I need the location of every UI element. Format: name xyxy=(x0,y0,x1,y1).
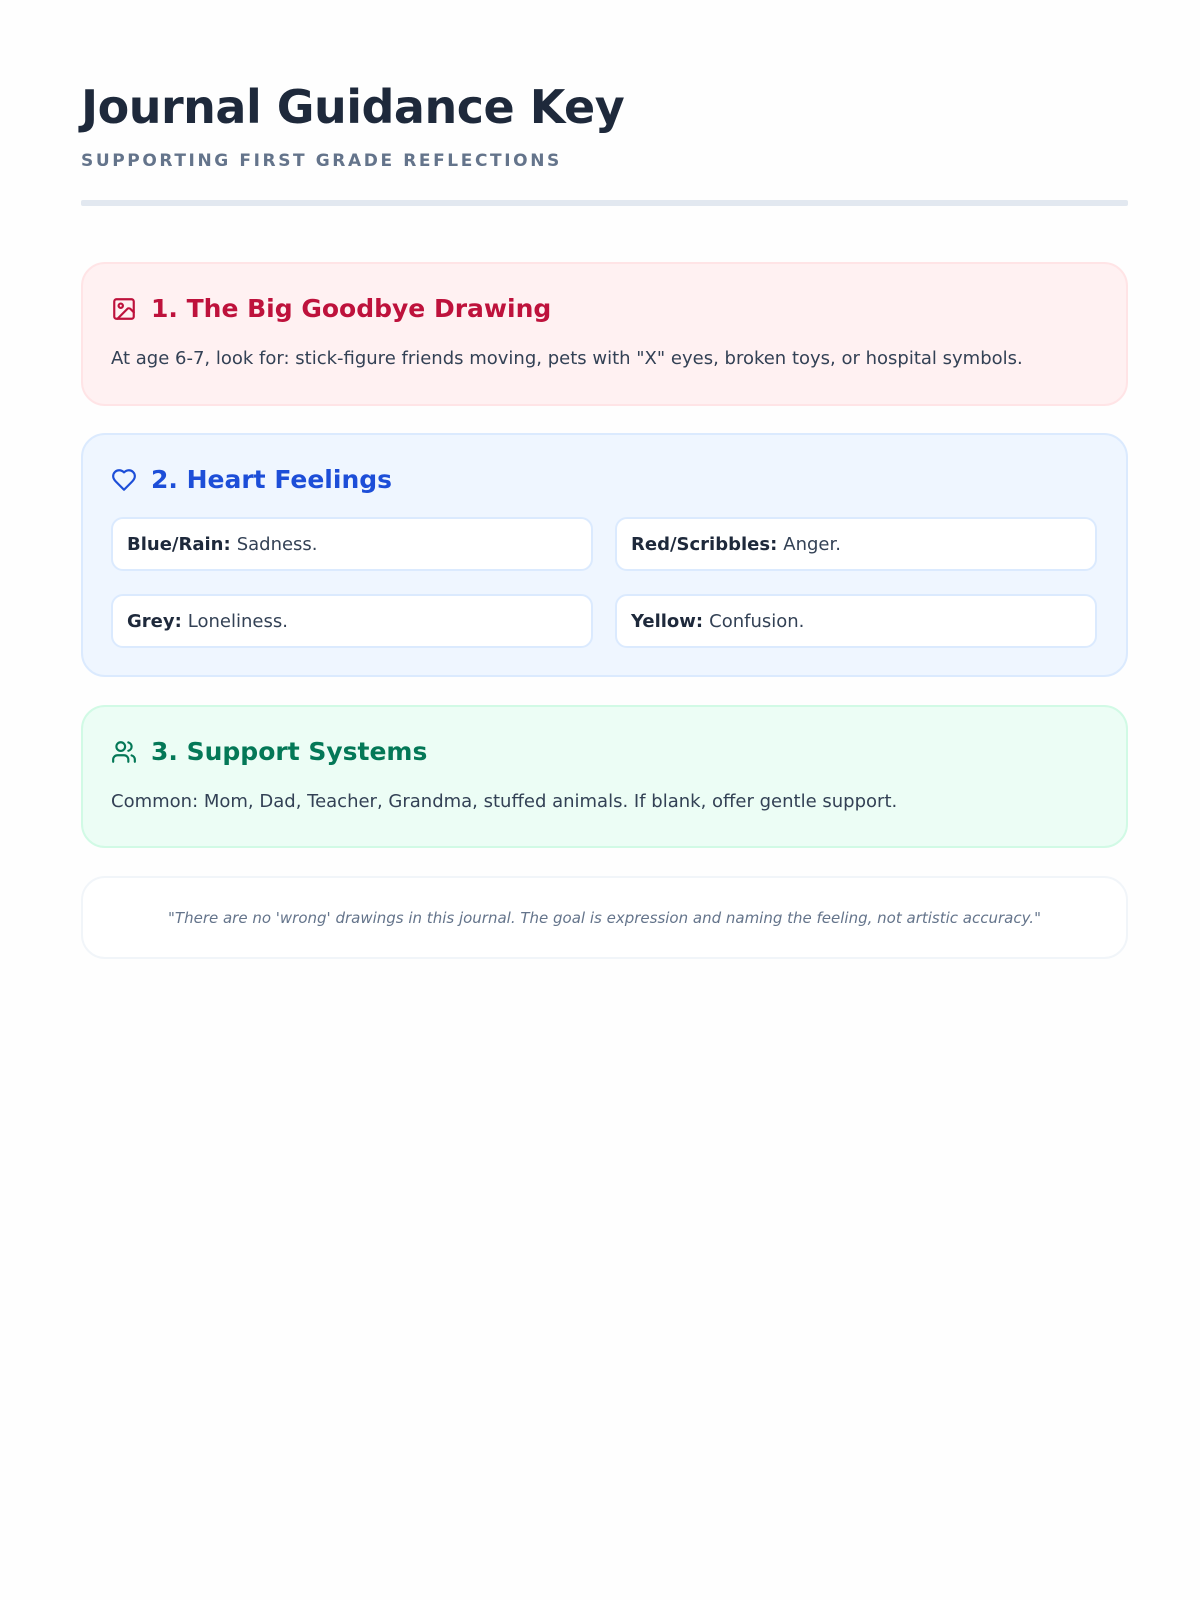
feeling-meaning: Confusion. xyxy=(709,610,805,632)
support-section-title: 3. Support Systems xyxy=(151,737,428,766)
drawing-section-header xyxy=(111,294,551,323)
feeling-meaning: Sadness. xyxy=(236,533,318,555)
drawing-section-card xyxy=(81,262,1128,406)
users-icon xyxy=(111,739,137,765)
feelings-section-title: 2. Heart Feelings xyxy=(151,465,393,494)
feeling-item xyxy=(111,517,593,571)
image-icon xyxy=(111,296,137,322)
drawing-section-title: 1. The Big Goodbye Drawing xyxy=(151,294,552,323)
support-section-header xyxy=(111,737,427,766)
header-divider xyxy=(81,200,1128,206)
feeling-color-label: Blue/Rain: xyxy=(127,533,231,555)
feeling-item xyxy=(615,594,1097,648)
drawing-section-text: At age 6-7, look for: stick-figure friends moving, pets with "X" eyes, broken toys, or hospital symbols. xyxy=(111,348,1023,369)
feeling-color-label: Yellow: xyxy=(631,610,704,632)
guidance-quote: "There are no 'wrong' drawings in this journal. The goal is expression and naming the feeling, not artistic accuracy." xyxy=(168,908,1041,927)
quote-card xyxy=(81,876,1128,959)
feeling-color-label: Grey: xyxy=(127,610,182,632)
feeling-item xyxy=(615,517,1097,571)
support-section-text: Common: Mom, Dad, Teacher, Grandma, stuffed animals. If blank, offer gentle support. xyxy=(111,791,898,812)
feeling-color-label: Red/Scribbles: xyxy=(631,533,778,555)
feelings-section-header xyxy=(111,465,392,494)
feeling-item xyxy=(111,594,593,648)
heart-icon xyxy=(111,467,137,493)
page-title: Journal Guidance Key xyxy=(81,80,625,134)
feeling-meaning: Loneliness. xyxy=(187,610,288,632)
page-subtitle: SUPPORTING FIRST GRADE REFLECTIONS xyxy=(81,151,562,171)
feelings-section-card xyxy=(81,433,1128,677)
feeling-meaning: Anger. xyxy=(783,533,841,555)
support-section-card xyxy=(81,705,1128,848)
